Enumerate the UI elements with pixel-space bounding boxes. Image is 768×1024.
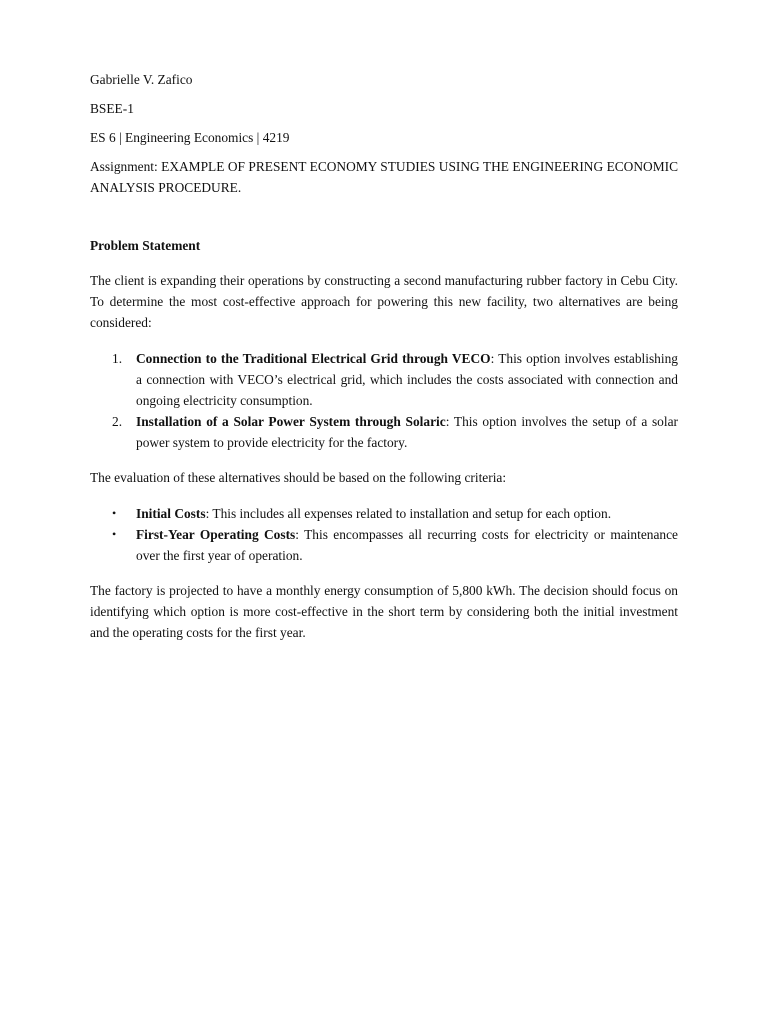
list-item	[136, 503, 678, 524]
bullet-icon: •	[112, 506, 117, 520]
conclusion-paragraph: The factory is projected to have a monthly energy consumption of 5,800 kWh. The decision should focus on identifying which option is more cost-effective in the short term by considering both the initial investment and the operating costs for the first year.	[90, 583, 678, 640]
alternative-title: Installation of a Solar Power System through Solaric	[136, 414, 446, 429]
author-name: Gabrielle V. Zafico	[90, 72, 193, 87]
list-marker: 1.	[112, 351, 123, 366]
criterion-text: : This encompasses all recurring costs for electricity or maintenance over the first year of operation.	[136, 527, 678, 563]
list-item	[136, 524, 678, 566]
alternative-text: : This option involves the setup of a solar power system to provide electricity for the factory.	[136, 414, 678, 450]
program-label: BSEE-1	[90, 101, 134, 116]
bullet-icon: •	[112, 527, 117, 541]
criteria-intro: The evaluation of these alternatives should be based on the following criteria:	[90, 470, 507, 485]
alternative-text: : This option involves establishing a connection with VECO’s electrical grid, which includes the costs associated with connection and ongoing electricity consumption.	[136, 351, 678, 408]
criterion-text: : This includes all expenses related to installation and setup for each option.	[205, 506, 612, 521]
intro-paragraph: The client is expanding their operations by constructing a second manufacturing rubber factory in Cebu City. To determine the most cost-effective approach for powering this new facility, two alternatives are being considered:	[90, 273, 678, 330]
course-label: ES 6 | Engineering Economics | 4219	[90, 130, 290, 145]
list-marker: 2.	[112, 414, 123, 429]
assignment-title: Assignment: EXAMPLE OF PRESENT ECONOMY STUDIES USING THE ENGINEERING ECONOMIC ANALYSIS PROCEDURE.	[90, 159, 678, 195]
criterion-title: Initial Costs	[136, 506, 206, 521]
alternative-title: Connection to the Traditional Electrical Grid through VECO	[136, 351, 491, 366]
list-item	[136, 348, 678, 411]
list-item	[136, 411, 678, 453]
criterion-title: First-Year Operating Costs	[136, 527, 296, 542]
section-heading: Problem Statement	[90, 238, 201, 253]
